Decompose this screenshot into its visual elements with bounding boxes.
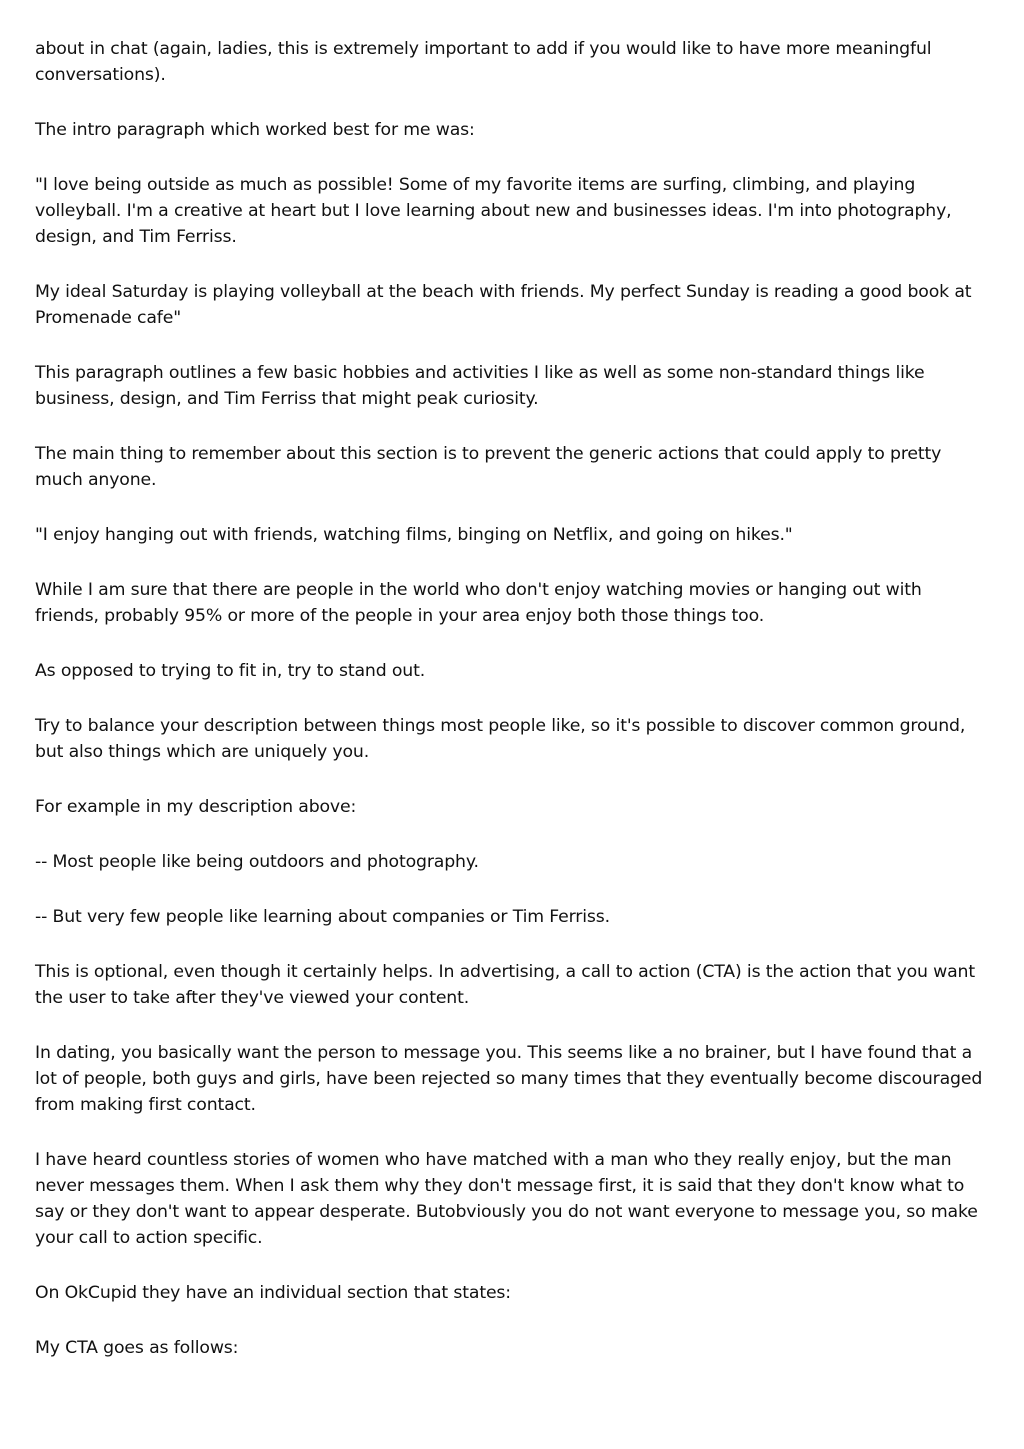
paragraph-intro-quote-2: My ideal Saturday is playing volleyball at the beach with friends. My perfect Sunday is reading a good book at Promenade cafe": [35, 282, 972, 328]
paragraph-okcupid: On OkCupid they have an individual section that states:: [35, 1283, 511, 1303]
paragraph-main-thing: The main thing to remember about this section is to prevent the generic actions that could apply to pretty much anyone.: [35, 444, 942, 490]
paragraph-cta-definition: This is optional, even though it certainly helps. In advertising, a call to action (CTA) is the action that you want the user to take after they've viewed your content.: [35, 962, 975, 1008]
list-item-few-people: -- But very few people like learning about companies or Tim Ferriss.: [35, 907, 610, 927]
paragraph-generic-quote: "I enjoy hanging out with friends, watching films, binging on Netflix, and going on hikes.": [35, 525, 793, 545]
paragraph-intro-lead: The intro paragraph which worked best for me was:: [35, 120, 475, 140]
paragraph-stand-out: As opposed to trying to fit in, try to stand out.: [35, 661, 426, 681]
paragraph-chat-meaningful: about in chat (again, ladies, this is extremely important to add if you would like to have more meaningful conversations).: [35, 39, 932, 85]
paragraph-example-lead: For example in my description above:: [35, 797, 357, 817]
paragraph-balance: Try to balance your description between things most people like, so it's possible to discover common ground, but also things which are uniquely you.: [35, 716, 966, 762]
document-body: [35, 36, 989, 1390]
paragraph-common-things: While I am sure that there are people in the world who don't enjoy watching movies or hanging out with friends, probably 95% or more of the people in your area enjoy both those things too.: [35, 580, 922, 626]
paragraph-my-cta: My CTA goes as follows:: [35, 1338, 239, 1358]
paragraph-dating-message: In dating, you basically want the person to message you. This seems like a no brainer, but I have found that a lot of people, both guys and girls, have been rejected so many times that they eventually become discouraged from making first contact.: [35, 1043, 983, 1115]
paragraph-intro-quote-1: "I love being outside as much as possible! Some of my favorite items are surfing, climbing, and playing volleyball. I'm a creative at heart but I love learning about new and businesses ideas. I'm into photography, design, and Tim Ferriss.: [35, 175, 952, 247]
paragraph-outline: This paragraph outlines a few basic hobbies and activities I like as well as some non-standard things like business, design, and Tim Ferriss that might peak curiosity.: [35, 363, 925, 409]
paragraph-stories: I have heard countless stories of women who have matched with a man who they really enjoy, but the man never messages them. When I ask them why they don't message first, it is said that they don't know what to say or they don't want to appear desperate. Butobviously you do not want everyone to message you, so make your call to action specific.: [35, 1150, 978, 1248]
list-item-most-people: -- Most people like being outdoors and photography.: [35, 852, 479, 872]
